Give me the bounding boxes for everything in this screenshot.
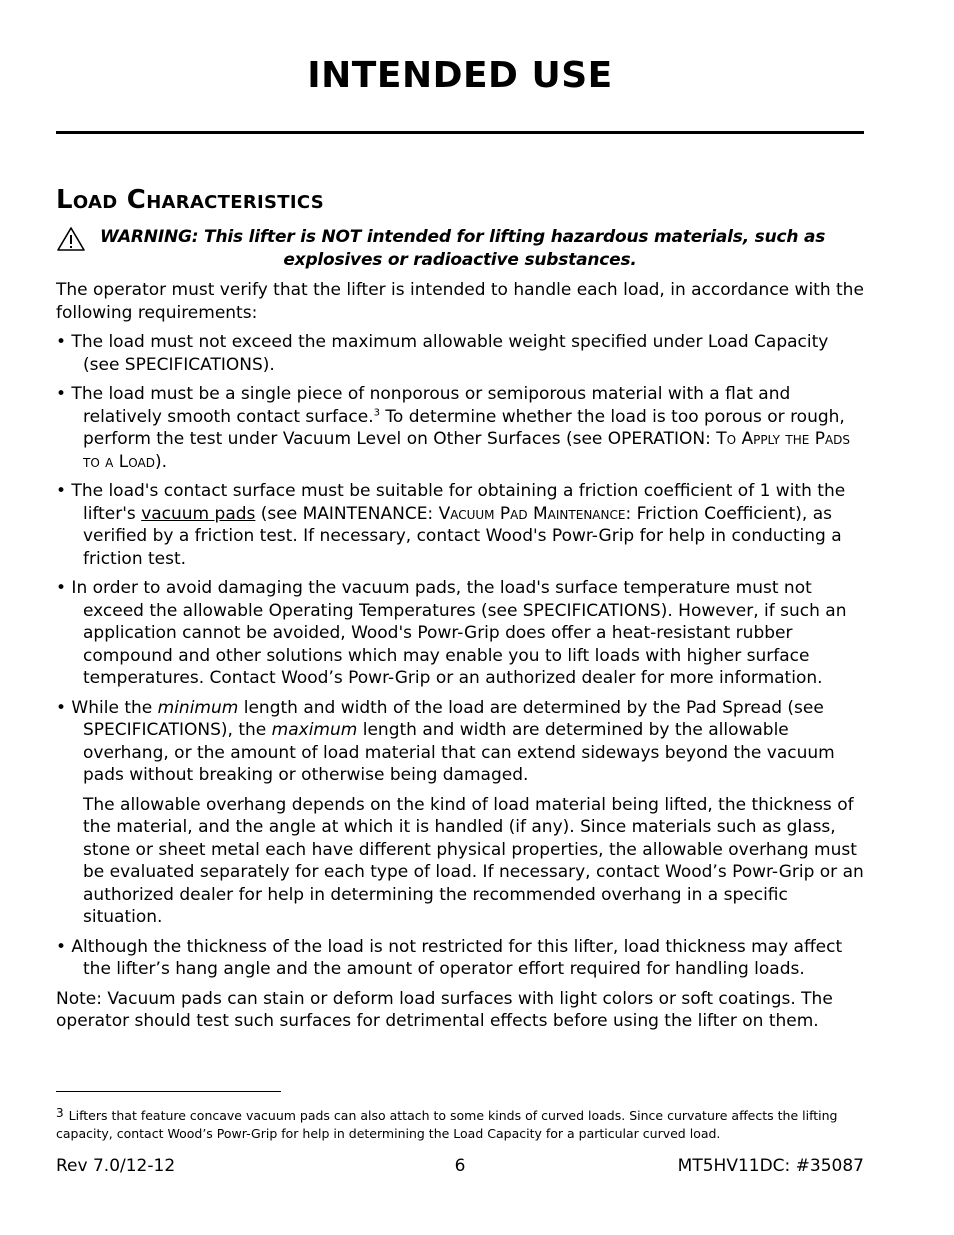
section-reference: To Apply the Pads to a Load: [83, 429, 851, 472]
body-text: [56, 279, 866, 1040]
section-heading: Load Characteristics: [56, 185, 324, 215]
footnote-divider: [56, 1091, 281, 1092]
bullet-friction: • The load's contact surface must be suitable for obtaining a friction coefficient of 1 with the lifter's vacuum pads (see MAINTENANCE: Vacuum Pad Maintenance: Friction Coefficient), as verified by a friction test. If necessary, contact Wood's Powr-Grip for help in conducting a friction test.: [56, 481, 846, 569]
bullet-load-weight: • The load must not exceed the maximum allowable weight specified under Load Capacity (see SPECIFICATIONS).: [56, 332, 829, 375]
footer-page-number: 6: [454, 1156, 466, 1176]
warning-text-line2: explosives or radioactive substances.: [283, 250, 637, 270]
page-title: INTENDED USE: [307, 55, 613, 96]
overhang-paragraph: The allowable overhang depends on the kind of load material being lifted, the thickness of the material, and the angle at which it is handled (if any). Since materials such as glass, stone or sheet metal each have different physical properties, the allowable overhang must be evaluated separately for each type of load. If necessary, contact Wood’s Powr-Grip or an authorized dealer for help in determining the recommended overhang in a specific situation.: [83, 794, 864, 927]
warning-triangle-icon: [56, 226, 86, 252]
footnote-text: Lifters that feature concave vacuum pads can also attach to some kinds of curved loads. Since curvature affects the lifting capacity, contact Wood’s Powr-Grip for help in determining the Load Capacity for a particular curved load.: [56, 1108, 838, 1141]
warning-text-line1: WARNING: This lifter is NOT intended for lifting hazardous materials, such as: [100, 227, 826, 247]
footer-revision: Rev 7.0/12-12: [56, 1156, 176, 1176]
vacuum-pads-link[interactable]: vacuum pads: [141, 503, 256, 524]
section-reference: Vacuum Pad Maintenance: [438, 503, 626, 524]
footnote-number: 3: [56, 1106, 64, 1120]
footnote-reference: 3: [373, 406, 381, 418]
bullet-temperature: • In order to avoid damaging the vacuum pads, the load's surface temperature must not exceed the allowable Operating Temperatures (see SPECIFICATIONS). However, if such an application cannot be avoided, Wood's Powr-Grip does offer a heat-resistant rubber compound and other solutions which may enable you to lift loads with higher surface temperatures. Contact Wood’s Powr-Grip or an authorized dealer for more information.: [56, 578, 847, 688]
bullet-thickness: • Although the thickness of the load is not restricted for this lifter, load thickness may affect the lifter’s hang angle and the amount of operator effort required for handling loads.: [56, 936, 843, 979]
footnote: [56, 1104, 866, 1143]
note-paragraph: Note: Vacuum pads can stain or deform load surfaces with light colors or soft coatings. The operator should test such surfaces for detrimental effects before using the lifter on them.: [56, 988, 833, 1031]
page-footer: [56, 1156, 864, 1180]
title-divider: [56, 131, 864, 134]
intro-paragraph: The operator must verify that the lifter is intended to handle each load, in accordance with the following requirements:: [56, 280, 864, 323]
footer-model: MT5HV11DC: #35087: [677, 1156, 864, 1176]
bullet-dimensions: • While the minimum length and width of the load are determined by the Pad Spread (see SPECIFICATIONS), the maximum length and width are determined by the allowable overhang, or the amount of load material that can extend sideways beyond the vacuum pads without breaking or otherwise being damaged.: [56, 697, 835, 785]
bullet-single-piece: • The load must be a single piece of nonporous or semiporous material with a flat and relatively smooth contact surface.$^3$ To determine whether the load is too porous or rough, perform the test under Vacuum Level on Other Surfaces (see OPERATION: To Apply the Pads to a Load).: [56, 384, 851, 472]
